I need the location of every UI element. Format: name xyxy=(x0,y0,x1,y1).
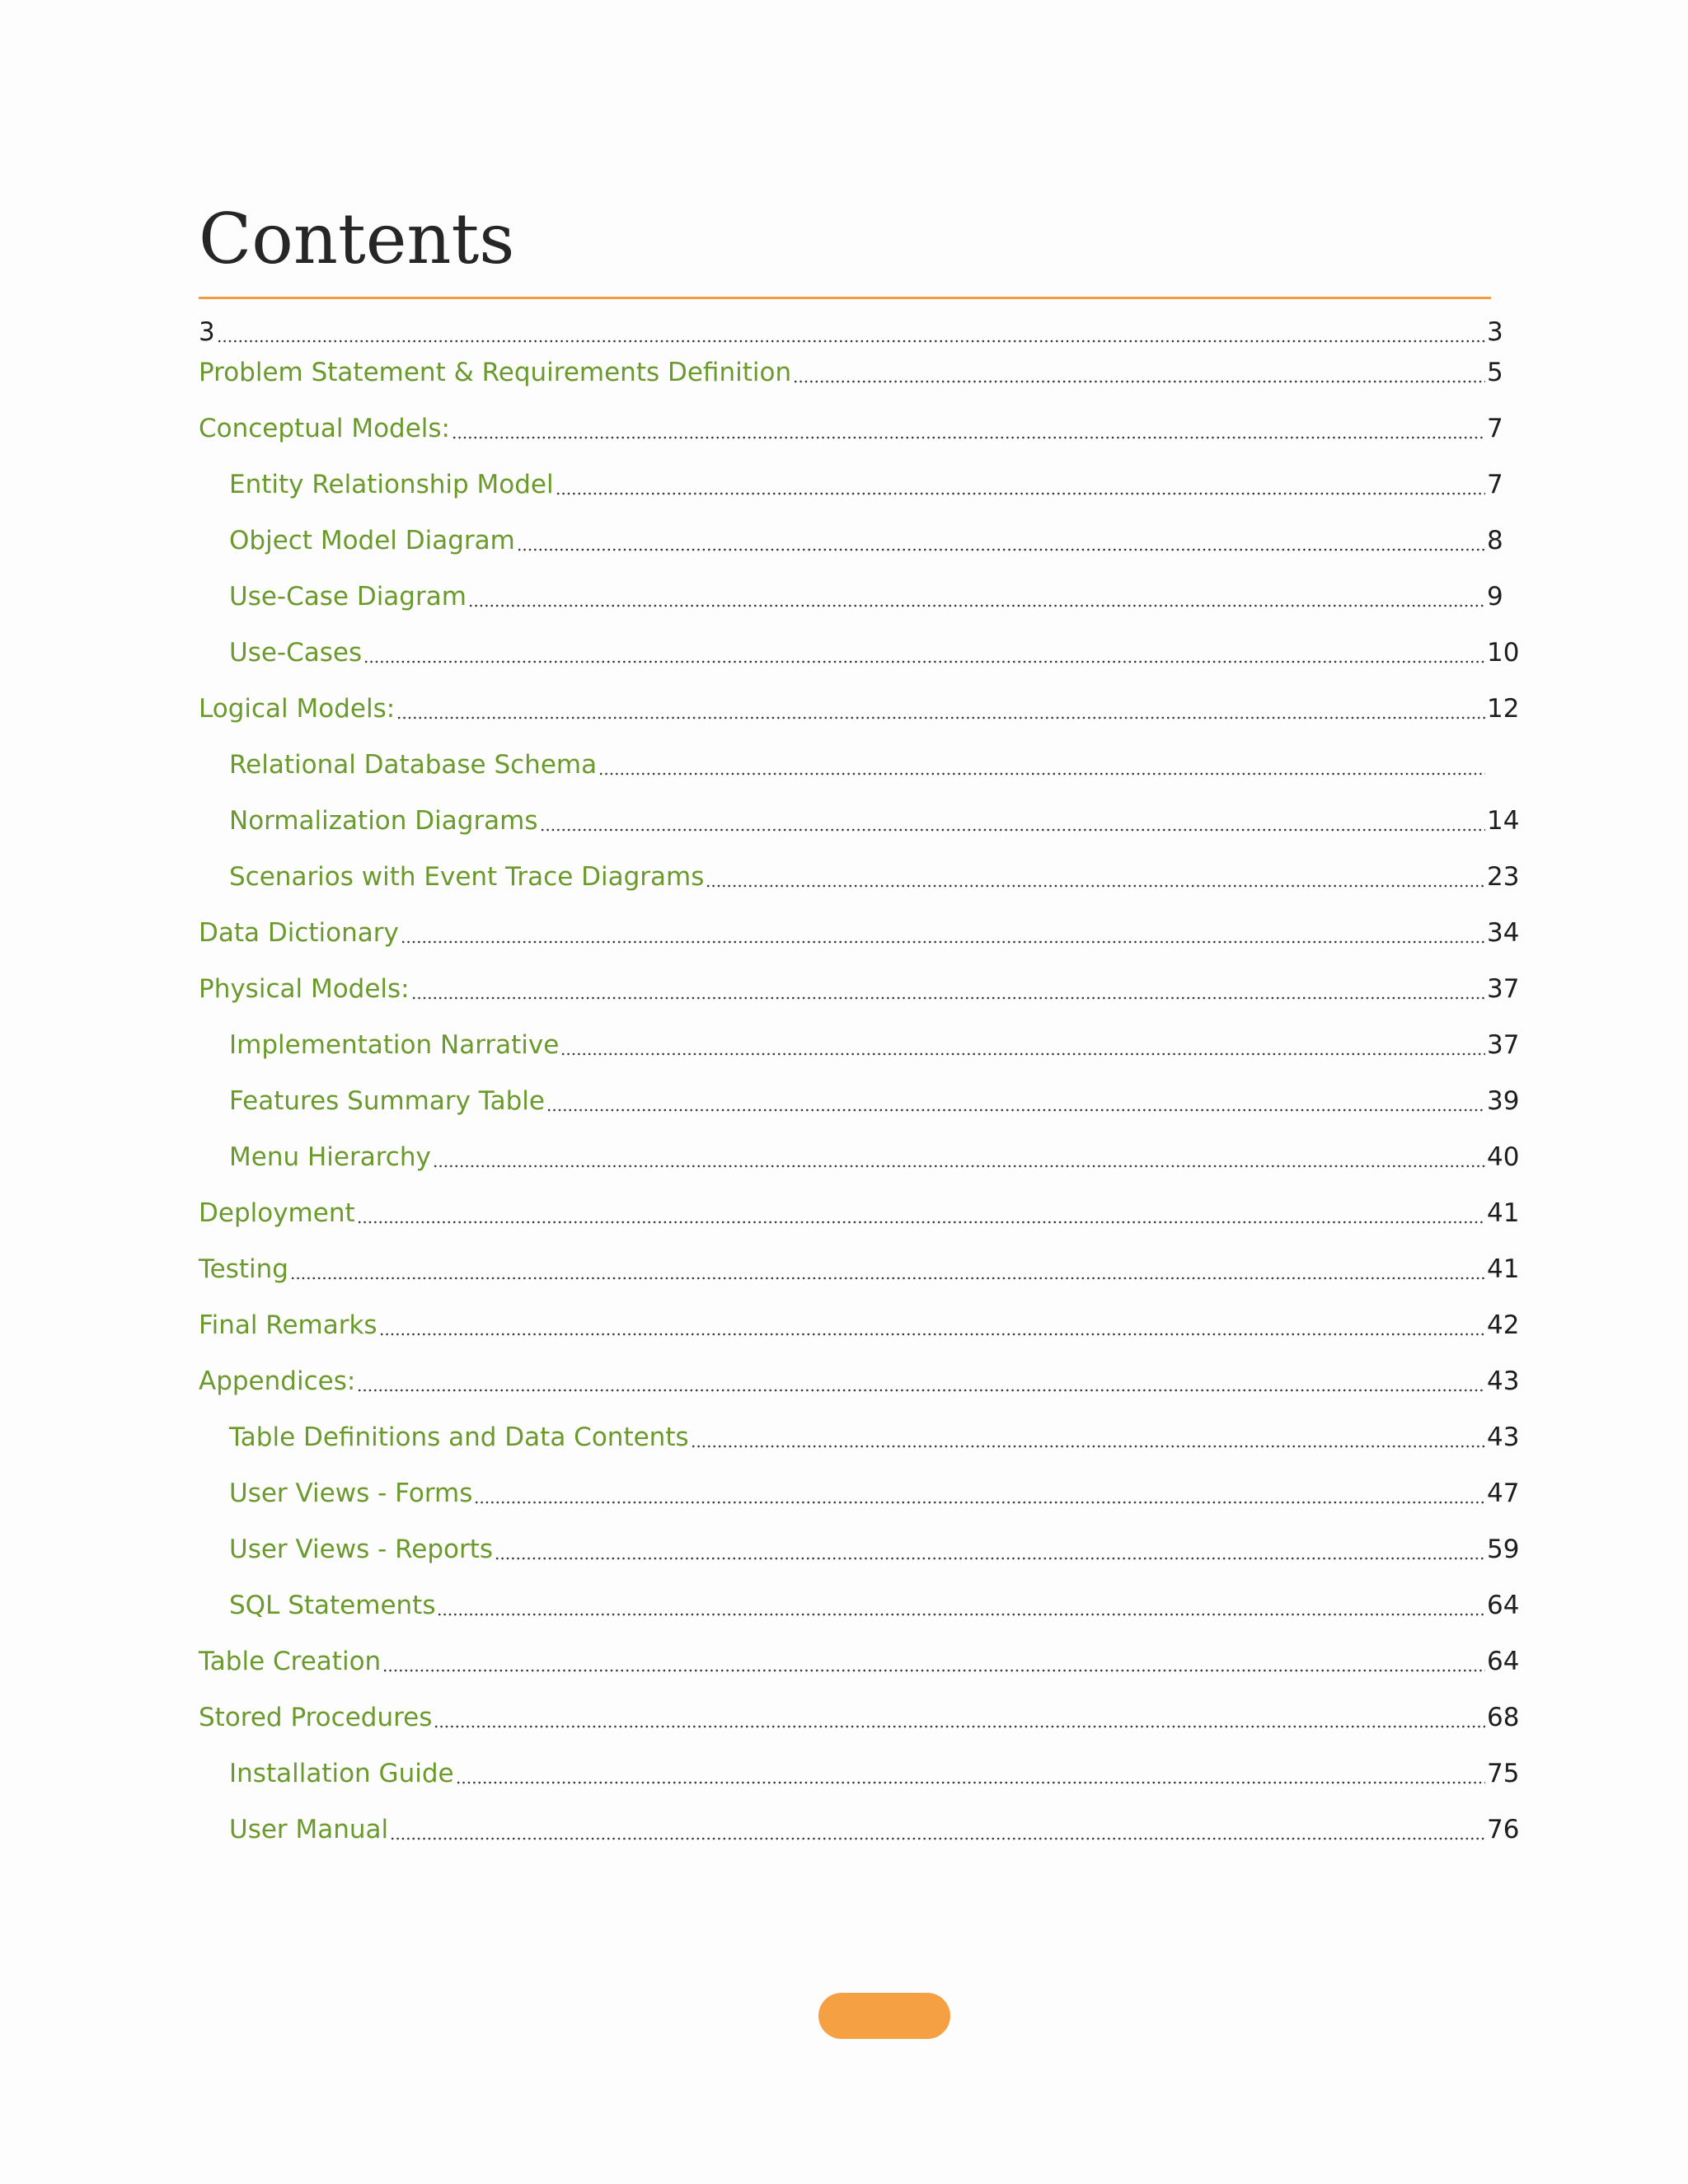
dot-leader xyxy=(357,1196,1485,1230)
toc-entry-label[interactable]: Entity Relationship Model xyxy=(229,470,554,499)
toc-entry-label[interactable]: Problem Statement & Requirements Definition xyxy=(199,358,792,387)
toc-entry[interactable] xyxy=(229,1588,1520,1623)
toc-entry[interactable] xyxy=(199,1364,1520,1399)
toc-entry-page-number: 12 xyxy=(1487,694,1520,724)
toc-entry-page-number: 37 xyxy=(1487,1030,1520,1060)
toc-entry[interactable] xyxy=(199,691,1520,726)
dot-leader xyxy=(468,579,1485,614)
toc-entry-label[interactable]: Table Creation xyxy=(199,1647,382,1676)
toc-entry-page-number: 64 xyxy=(1487,1591,1520,1620)
page-title: Contents xyxy=(199,199,515,279)
dot-leader xyxy=(217,315,1485,349)
toc-entry-page-number: 7 xyxy=(1487,470,1503,499)
page-number-badge xyxy=(818,1993,950,2039)
dot-leader xyxy=(437,1588,1485,1623)
toc-entry-label[interactable]: Scenarios with Event Trace Diagrams xyxy=(229,862,705,892)
toc-entry-label[interactable]: Appendices: xyxy=(199,1366,356,1396)
toc-entry[interactable] xyxy=(199,972,1520,1006)
toc-entry-label[interactable]: Conceptual Models: xyxy=(199,414,450,443)
toc-entry-label[interactable]: Normalization Diagrams xyxy=(229,806,538,836)
toc-entry[interactable] xyxy=(199,1252,1520,1286)
toc-entry-label[interactable]: Relational Database Schema xyxy=(229,750,598,780)
dot-leader xyxy=(390,1812,1485,1847)
dot-leader xyxy=(560,1028,1485,1062)
toc-entry-label[interactable]: Menu Hierarchy xyxy=(229,1142,431,1172)
toc-entry-page-number: 59 xyxy=(1487,1535,1520,1564)
dot-leader xyxy=(598,748,1485,782)
dot-leader xyxy=(452,411,1485,446)
toc-entry[interactable] xyxy=(229,748,1520,782)
toc-entry-label[interactable]: Logical Models: xyxy=(199,694,396,724)
toc-entry[interactable] xyxy=(199,1308,1520,1343)
dot-leader xyxy=(379,1308,1485,1343)
dot-leader xyxy=(495,1532,1485,1567)
toc-entry-label[interactable]: Features Summary Table xyxy=(229,1086,545,1116)
toc-entry-page-number: 39 xyxy=(1487,1086,1520,1116)
toc-entry-page-number: 10 xyxy=(1487,638,1520,668)
toc-entry-label[interactable]: User Manual xyxy=(229,1815,389,1844)
toc-entry[interactable] xyxy=(199,1196,1520,1230)
toc-entry-page-number: 42 xyxy=(1487,1310,1520,1340)
toc-entry-page-number: 3 xyxy=(1487,317,1503,347)
toc-entry[interactable] xyxy=(229,1028,1520,1062)
dot-leader xyxy=(434,1700,1485,1735)
toc-entry[interactable] xyxy=(229,804,1520,838)
toc-entry-page-number: 41 xyxy=(1487,1254,1520,1284)
toc-entry-label[interactable]: Deployment xyxy=(199,1198,355,1228)
toc-entry-label[interactable]: Testing xyxy=(199,1254,288,1284)
toc-entry[interactable] xyxy=(229,1532,1520,1567)
dot-leader xyxy=(546,1084,1485,1118)
dot-leader xyxy=(517,523,1485,558)
toc-entry[interactable] xyxy=(229,1476,1520,1511)
toc-entry-label[interactable]: SQL Statements xyxy=(229,1591,436,1620)
toc-entry-label[interactable]: User Views - Forms xyxy=(229,1479,473,1508)
toc-entry-page-number: 68 xyxy=(1487,1703,1520,1732)
toc-entry-label[interactable]: Use-Cases xyxy=(229,638,363,668)
toc-entry-page-number: 47 xyxy=(1487,1479,1520,1508)
toc-entry-page-number: 5 xyxy=(1487,358,1503,387)
toc-entry-label[interactable]: User Views - Reports xyxy=(229,1535,494,1564)
dot-leader xyxy=(556,467,1485,502)
toc-entry-page-number: 40 xyxy=(1487,1142,1520,1172)
dot-leader xyxy=(363,635,1485,670)
toc-entry-page-number: 14 xyxy=(1487,806,1520,836)
toc-entry-label[interactable]: Installation Guide xyxy=(229,1759,454,1788)
dot-leader xyxy=(706,860,1485,894)
dot-leader xyxy=(357,1364,1485,1399)
toc-entry-label[interactable]: Object Model Diagram xyxy=(229,526,515,555)
toc-entry-page-number: 76 xyxy=(1487,1815,1520,1844)
toc-entry[interactable] xyxy=(199,315,1520,349)
toc-entry-page-number: 9 xyxy=(1487,582,1503,612)
toc-entry[interactable] xyxy=(199,1700,1520,1735)
toc-entry-page-number: 75 xyxy=(1487,1759,1520,1788)
toc-entry[interactable] xyxy=(229,1084,1520,1118)
toc-entry-page-number: 34 xyxy=(1487,918,1520,948)
toc-entry-label[interactable]: Implementation Narrative xyxy=(229,1030,560,1060)
dot-leader xyxy=(474,1476,1485,1511)
toc-entry[interactable] xyxy=(229,1756,1520,1791)
dot-leader xyxy=(396,691,1485,726)
toc-entry[interactable] xyxy=(229,467,1520,502)
toc-entry-page-number: 41 xyxy=(1487,1198,1520,1228)
toc-entry-page-number: 43 xyxy=(1487,1422,1520,1452)
toc-entry[interactable] xyxy=(229,635,1520,670)
toc-entry[interactable] xyxy=(229,1812,1520,1847)
dot-leader xyxy=(433,1140,1485,1174)
toc-entry-page-number: 64 xyxy=(1487,1647,1520,1676)
dot-leader xyxy=(691,1420,1485,1455)
toc-entry-label[interactable]: Use-Case Diagram xyxy=(229,582,467,612)
toc-entry[interactable] xyxy=(229,860,1520,894)
toc-entry-label[interactable]: Table Definitions and Data Contents xyxy=(229,1422,689,1452)
toc-entry-page-number: 37 xyxy=(1487,974,1520,1004)
toc-entry[interactable] xyxy=(229,1140,1520,1174)
toc-entry[interactable] xyxy=(229,1420,1520,1455)
toc-entry-label[interactable]: Physical Models: xyxy=(199,974,410,1004)
dot-leader xyxy=(540,804,1485,838)
toc-entry-label[interactable]: Stored Procedures xyxy=(199,1703,433,1732)
dot-leader xyxy=(290,1252,1485,1286)
dot-leader xyxy=(456,1756,1485,1791)
toc-entry[interactable] xyxy=(199,355,1520,390)
dot-leader xyxy=(411,972,1485,1006)
dot-leader xyxy=(382,1644,1485,1679)
toc-entry-label[interactable]: Data Dictionary xyxy=(199,918,399,948)
dot-leader xyxy=(401,916,1485,950)
toc-entry-page-number: 7 xyxy=(1487,414,1503,443)
toc-entry-page-number: 23 xyxy=(1487,862,1520,892)
toc-entry[interactable] xyxy=(199,411,1520,446)
toc-entry[interactable] xyxy=(199,1644,1520,1679)
toc-entry[interactable] xyxy=(199,916,1520,950)
toc-entry-label[interactable]: 3 xyxy=(199,317,215,347)
toc-entry-page-number: 43 xyxy=(1487,1366,1520,1396)
toc-entry[interactable] xyxy=(229,523,1520,558)
toc-entry[interactable] xyxy=(229,579,1520,614)
dot-leader xyxy=(793,355,1485,390)
toc-entry-page-number: 8 xyxy=(1487,526,1503,555)
toc-entry-label[interactable]: Final Remarks xyxy=(199,1310,377,1340)
